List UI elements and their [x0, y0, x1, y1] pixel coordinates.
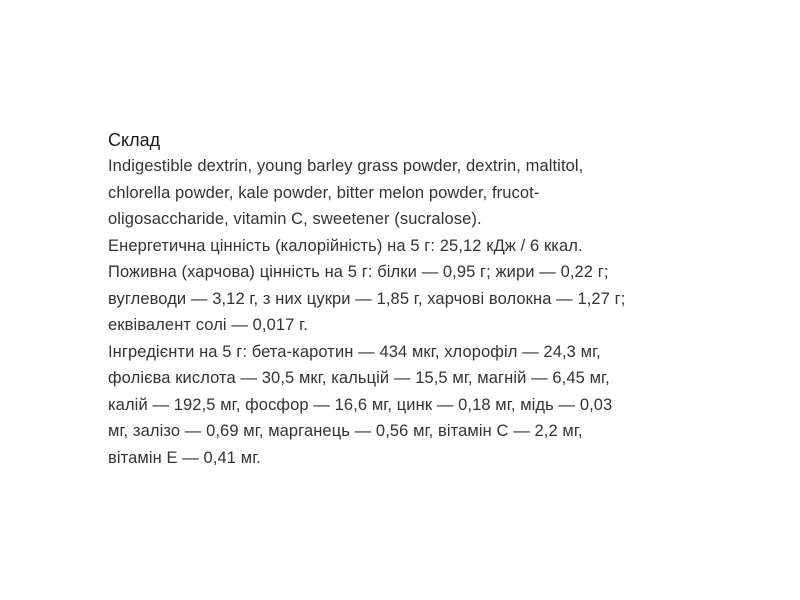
text-line: вітамін Е — 0,41 мг.	[108, 448, 261, 467]
composition-text	[108, 153, 720, 471]
composition-heading: Склад	[108, 130, 161, 150]
text-line: Indigestible dextrin, young barley grass powder, dextrin, maltitol,	[108, 157, 584, 175]
text-line: вуглеводи — 3,12 г, з них цукри — 1,85 г, харчові волокна — 1,27 г;	[108, 289, 626, 308]
text-line: oligosaccharide, vitamin C, sweetener (sucralose).	[108, 210, 482, 228]
text-line: мг, залізо — 0,69 мг, марганець — 0,56 мг, вітамін С — 2,2 мг,	[108, 422, 583, 440]
text-line: фолієва кислота — 30,5 мкг, кальцій — 15,5 мг, магній — 6,45 мг,	[108, 369, 610, 387]
text-line: Енергетична цінність (калорійність) на 5 г: 25,12 кДж / 6 ккал.	[108, 236, 583, 255]
text-line: Поживна (харчова) цінність на 5 г: білки — 0,95 г; жири — 0,22 г;	[108, 263, 609, 281]
text-line: калій — 192,5 мг, фосфор — 16,6 мг, цинк — 0,18 мг, мідь — 0,03	[108, 395, 613, 414]
text-line: еквівалент солі — 0,017 г.	[108, 316, 308, 334]
text-line: Інгредієнти на 5 г: бета-каротин — 434 мкг, хлорофіл — 24,3 мг,	[108, 342, 601, 361]
text-line: chlorella powder, kale powder, bitter melon powder, frucot-	[108, 183, 540, 202]
